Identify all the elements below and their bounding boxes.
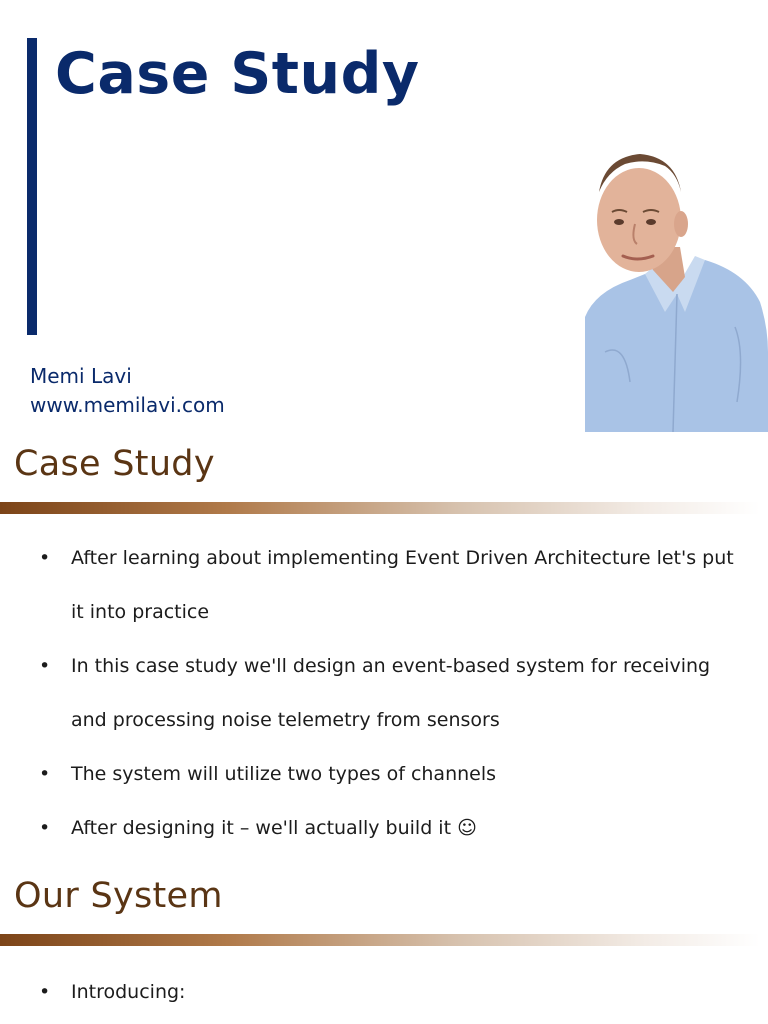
- bullet-text: In this case study we'll design an event-based system for receiving and processing noise telemetry from sensors: [71, 655, 711, 731]
- bullet-text: After designing it – we'll actually build it ☺: [71, 817, 477, 839]
- section-heading: Case Study: [14, 444, 215, 484]
- bullet-text: After learning about implementing Event Driven Architecture let's put it into practice: [71, 547, 734, 623]
- list-item: [0, 531, 768, 639]
- bullet-text: The system will utilize two types of channels: [71, 763, 497, 785]
- case-study-slide: [0, 432, 768, 864]
- bullet-icon: •: [39, 817, 51, 839]
- presenter-photo: [585, 152, 768, 432]
- accent-bar: [27, 38, 37, 335]
- bullet-list: [0, 531, 768, 855]
- presenter-name: Memi Lavi: [30, 364, 132, 388]
- bullet-icon: •: [39, 763, 51, 785]
- heading-divider: [0, 934, 760, 946]
- list-item: [0, 639, 768, 747]
- list-item: [0, 965, 768, 1019]
- bullet-text: Introducing:: [71, 981, 186, 1003]
- list-item: [0, 801, 768, 855]
- heading-divider: [0, 502, 760, 514]
- bullet-list: [0, 965, 768, 1019]
- slide-title: Case Study: [55, 41, 420, 107]
- our-system-slide: [0, 864, 768, 1024]
- presenter-website: www.memilavi.com: [30, 393, 225, 417]
- title-slide: [0, 0, 768, 432]
- bullet-icon: •: [39, 655, 51, 677]
- bullet-icon: •: [39, 547, 51, 569]
- presenter-info: [30, 362, 225, 420]
- bullet-icon: •: [39, 981, 51, 1003]
- list-item: [0, 747, 768, 801]
- section-heading: Our System: [14, 876, 223, 916]
